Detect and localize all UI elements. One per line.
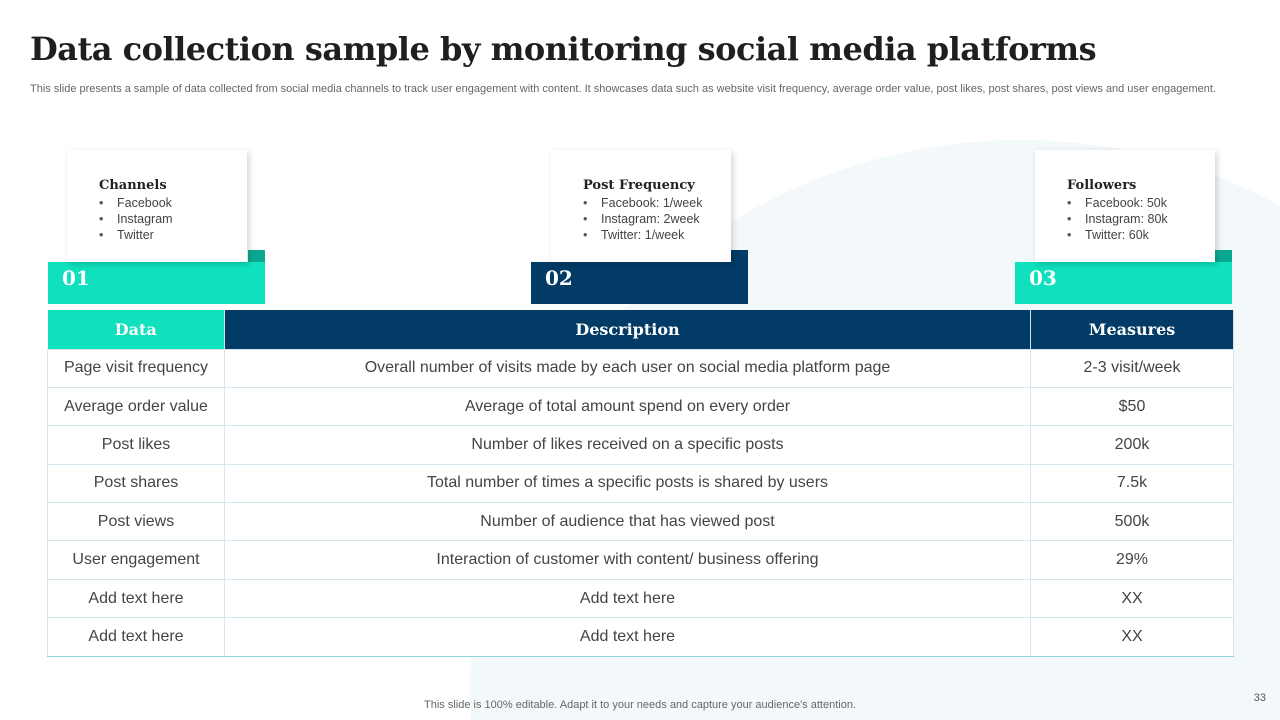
slide-subtitle: This slide presents a sample of data collected from social media channels to track user engagement with content. It showcases data such as website visit frequency, average order value, post likes, post shares, post views and user engagement. — [30, 83, 1216, 95]
data-table — [47, 310, 1234, 657]
table-cell: XX — [1031, 618, 1234, 656]
data-table-container — [47, 310, 1233, 657]
table-cell: Interaction of customer with content/ business offering — [225, 541, 1031, 579]
table-row — [48, 503, 1234, 541]
number-band-02: 02 — [531, 262, 748, 304]
table-cell: Post shares — [48, 464, 225, 502]
card-channels — [67, 150, 247, 262]
card-title: Channels — [99, 178, 167, 193]
card-list-item: • Facebook — [99, 195, 247, 211]
card-title: Followers — [1067, 178, 1137, 193]
card-tab-accent — [248, 250, 265, 262]
column-header-data: Data — [48, 310, 225, 349]
table-cell: Number of likes received on a specific posts — [225, 426, 1031, 464]
table-cell: 7.5k — [1031, 464, 1234, 502]
table-cell: Number of audience that has viewed post — [225, 503, 1031, 541]
card-list-item: • Facebook: 50k — [1067, 195, 1215, 211]
card-list-item: • Facebook: 1/week — [583, 195, 731, 211]
table-cell: Add text here — [225, 579, 1031, 617]
table-cell: 29% — [1031, 541, 1234, 579]
table-cell: User engagement — [48, 541, 225, 579]
card-title: Post Frequency — [583, 178, 695, 193]
table-cell: Add text here — [48, 618, 225, 656]
page-number: 33 — [1253, 692, 1266, 704]
table-cell: $50 — [1031, 387, 1234, 425]
table-cell: 200k — [1031, 426, 1234, 464]
table-cell: Overall number of visits made by each user on social media platform page — [225, 349, 1031, 387]
table-cell: 2-3 visit/week — [1031, 349, 1234, 387]
card-list-item: • Twitter: 1/week — [583, 227, 731, 243]
table-cell: Add text here — [225, 618, 1031, 656]
number-band-01: 01 — [48, 262, 265, 304]
table-header-row — [48, 310, 1234, 349]
card-list — [583, 195, 731, 243]
table-cell: Post views — [48, 503, 225, 541]
table-cell: Add text here — [48, 579, 225, 617]
table-row — [48, 579, 1234, 617]
card-list-item: • Instagram: 2week — [583, 211, 731, 227]
table-cell: Post likes — [48, 426, 225, 464]
card-tab-accent — [1215, 250, 1232, 262]
card-followers — [1035, 150, 1215, 262]
card-list-item: • Twitter — [99, 227, 247, 243]
table-cell: Total number of times a specific posts is shared by users — [225, 464, 1031, 502]
column-header-measures: Measures — [1031, 310, 1234, 349]
card-list — [99, 195, 247, 243]
table-row — [48, 426, 1234, 464]
table-cell: Page visit frequency — [48, 349, 225, 387]
card-list-item: • Instagram: 80k — [1067, 211, 1215, 227]
slide-footer: This slide is 100% editable. Adapt it to your needs and capture your audience's attention. — [424, 699, 856, 711]
table-cell: Average of total amount spend on every order — [225, 387, 1031, 425]
table-row — [48, 541, 1234, 579]
table-row — [48, 387, 1234, 425]
table-row — [48, 349, 1234, 387]
table-cell: 500k — [1031, 503, 1234, 541]
column-header-description: Description — [225, 310, 1031, 349]
table-row — [48, 618, 1234, 656]
number-band-03: 03 — [1015, 262, 1232, 304]
card-tab-accent — [731, 250, 748, 262]
table-cell: Average order value — [48, 387, 225, 425]
card-list-item: • Instagram — [99, 211, 247, 227]
card-list — [1067, 195, 1215, 243]
table-cell: XX — [1031, 579, 1234, 617]
slide-title: Data collection sample by monitoring social media platforms — [30, 30, 1097, 68]
card-list-item: • Twitter: 60k — [1067, 227, 1215, 243]
table-row — [48, 464, 1234, 502]
card-post-frequency — [551, 150, 731, 262]
